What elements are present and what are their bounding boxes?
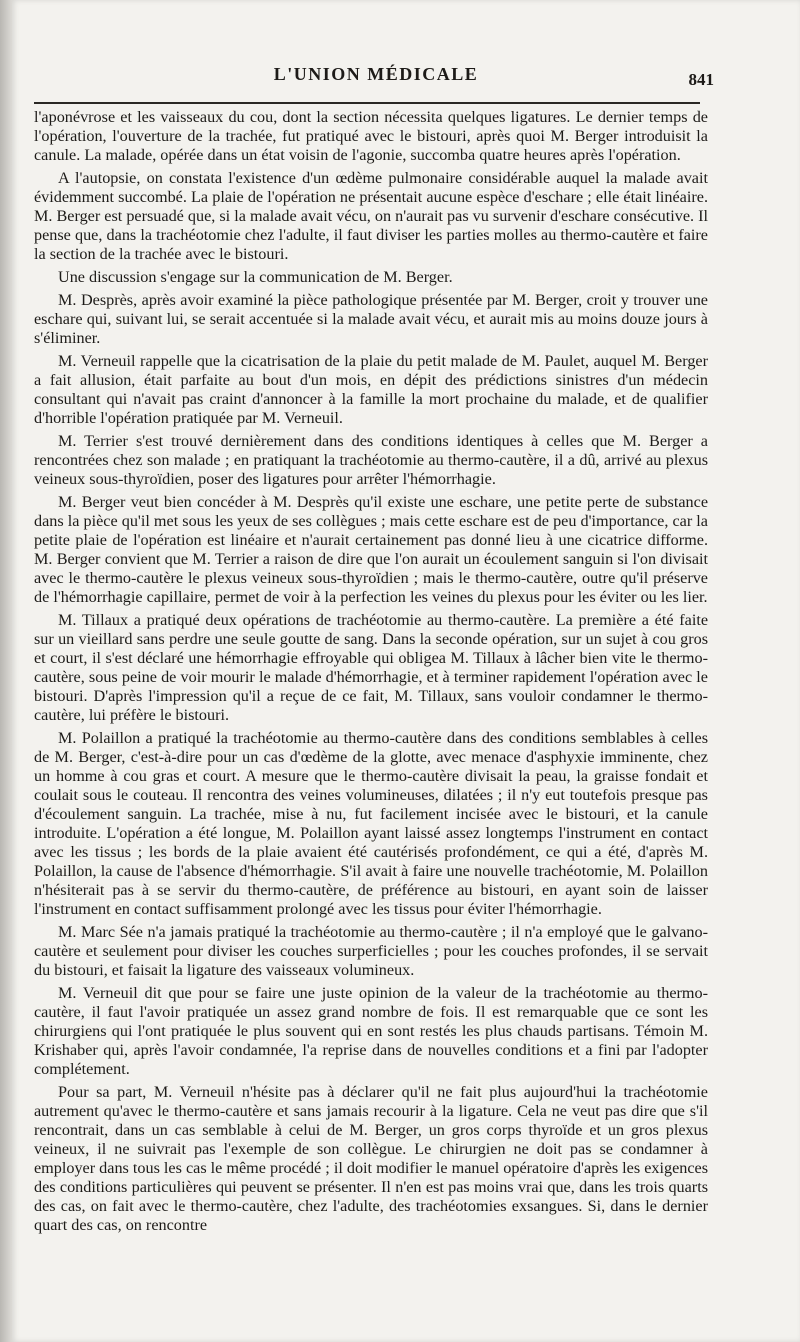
page-header [42, 60, 714, 94]
paragraph: M. Polaillon a pratiqué la trachéotomie au thermo-cautère dans des conditions semblables à celles de M. Berger, c'est-à-dire pour un cas d'œdème de la glotte, avec menace d'asphyxie imminente, chez un homme à cou gras et court. A mesure que le thermo-cautère divisait la peau, la graisse fondait et coulait sous le couteau. Il rencontra des veines volumineuses, dilatées ; il n'y eut toutefois presque pas d'écoulement sanguin. La trachée, mise à nu, fut facilement incisée avec le bistouri, et la canule introduite. L'opération a été longue, M. Polaillon ayant laissé assez longtemps l'instrument en contact avec les tissus ; les bords de la plaie avaient été cautérisés profondément, ce qui a été, d'après M. Polaillon, la cause de l'absence d'hémorrhagie. S'il avait à faire une nouvelle trachéotomie, M. Polaillon n'hésiterait pas à se servir du thermo-cautère, de préférence au bistouri, en ayant soin de laisser l'instrument en contact suffisamment prolongé avec les tissus pour éviter l'hémorrhagie. [34, 729, 708, 918]
paragraph: Une discussion s'engage sur la communication de M. Berger. [58, 268, 453, 286]
paragraph: l'aponévrose et les vaisseaux du cou, dont la section nécessita quelques ligatures. Le dernier temps de l'opération, l'ouverture de la trachée, fut pratiqué avec le bistouri, après quoi M. Berger introduisit la canule. La malade, opérée dans un état voisin de l'agonie, succomba quatre heures après l'opération. [34, 108, 708, 164]
paragraph: M. Tillaux a pratiqué deux opérations de trachéotomie au thermo-cautère. La première a été faite sur un vieillard sans perdre une seule goutte de sang. Dans la seconde opération, sur un sujet à cou gros et court, il s'est déclaré une hémorrhagie effroyable qui obligea M. Tillaux à lâcher bien vite le thermo-cautère, sous peine de voir mourir le malade d'hémorrhagie, et à terminer rapidement l'opération avec le bistouri. D'après l'impression qu'il a reçue de ce fait, M. Tillaux, sans vouloir condamner le thermo-cautère, lui préfère le bistouri. [34, 611, 708, 724]
paragraph: A l'autopsie, on constata l'existence d'un œdème pulmonaire considérable auquel la malade avait évidemment succombé. La plaie de l'opération ne présentait aucune espèce d'eschare ; elle était linéaire. M. Berger est persuadé que, si la malade avait vécu, on n'aurait pas vu survenir d'eschare consécutive. Il pense que, dans la trachéotomie chez l'adulte, il faut diviser les parties molles au thermo-cautère et faire la section de la trachée avec le bistouri. [34, 169, 708, 263]
article-body [34, 108, 708, 1239]
header-rule [34, 102, 700, 104]
paragraph: M. Verneuil rappelle que la cicatrisation de la plaie du petit malade de M. Paulet, auquel M. Berger a fait allusion, était parfaite au bout d'un mois, en dépit des prédictions sinistres d'un médecin consultant qui n'avait pas craint d'annoncer à la famille la mort prochaine du malade, et de qualifier d'horrible l'opération pratiquée par M. Verneuil. [34, 352, 708, 427]
paragraph: M. Verneuil dit que pour se faire une juste opinion de la valeur de la trachéotomie au thermo-cautère, il faut l'avoir pratiquée un assez grand nombre de fois. Il est remarquable que ce sont les chirurgiens qui l'ont pratiquée le plus souvent qui en sont restés les plus chauds partisans. Témoin M. Krishaber qui, après l'avoir condamnée, l'a reprise dans de nouvelles conditions et a fini par l'adopter complétement. [34, 984, 708, 1078]
paragraph: Pour sa part, M. Verneuil n'hésite pas à déclarer qu'il ne fait plus aujourd'hui la trachéotomie autrement qu'avec le thermo-cautère et sans jamais recourir à la ligature. Cela ne veut pas dire que s'il rencontrait, dans un cas semblable à celui de M. Berger, un gros corps thyroïde et un gros plexus veineux, il ne suivrait pas l'exemple de son collègue. Le chirurgien ne doit pas se condamner à employer dans tous les cas le même procédé ; il doit modifier le manuel opératoire d'après les exigences des conditions particulières qui peuvent se présenter. Il n'en est pas moins vrai que, dans les trois quarts des cas, on fait avec le thermo-cautère, chez l'adulte, des trachéotomies exsangues. Si, dans le dernier quart des cas, on rencontre [34, 1083, 709, 1234]
paragraph: M. Desprès, après avoir examiné la pièce pathologique présentée par M. Berger, croit y trouver une eschare qui, suivant lui, se serait accentuée si la malade avait vécu, et aurait mis au moins douze jours à s'éliminer. [34, 291, 708, 347]
paragraph: M. Berger veut bien concéder à M. Desprès qu'il existe une eschare, une petite perte de substance dans la pièce qu'il met sous les yeux de ses collègues ; mais cette eschare est de peu d'importance, car la petite plaie de l'opération est linéaire et n'aurait certainement pas donné lieu à une cicatrice difforme. M. Berger convient que M. Terrier a raison de dire que l'on aurait un écoulement sanguin si l'on divisait avec le thermo-cautère le plexus veineux sous-thyroïdien ; mais le thermo-cautère, outre qu'il préserve de l'hémorrhagie capillaire, permet de voir à la perfection les veines du plexus pour les éviter ou les lier. [34, 493, 708, 606]
scan-edge [0, 0, 12, 1342]
paragraph: M. Terrier s'est trouvé dernièrement dans des conditions identiques à celles que M. Berger a rencontrées chez son malade ; en pratiquant la trachéotomie au thermo-cautère, il a dû, arrivé au plexus veineux sous-thyroïdien, poser des ligatures pour arrêter l'hémorrhagie. [34, 432, 708, 488]
page-number: 841 [688, 70, 714, 89]
journal-title: L'UNION MÉDICALE [273, 64, 479, 84]
paragraph: M. Marc Sée n'a jamais pratiqué la trachéotomie au thermo-cautère ; il n'a employé que le galvano-cautère et seulement pour diviser les couches surperficielles ; pour les couches profondes, il se servait du bistouri, et faisait la ligature des vaisseaux volumineux. [34, 923, 708, 979]
